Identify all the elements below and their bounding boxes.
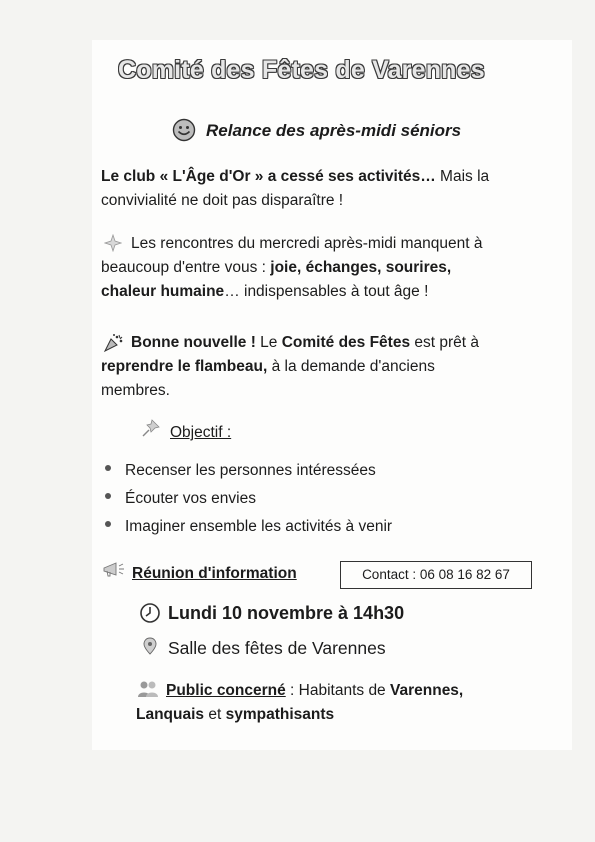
- public-bold1: Varennes,: [390, 682, 464, 699]
- public-sep: : Habitants de: [285, 682, 390, 699]
- meetings-line2-bold: joie, échanges, sourires,: [270, 259, 452, 276]
- objectif-label: Objectif :: [170, 424, 232, 441]
- pushpin-icon: [141, 418, 161, 438]
- meetings-line2-prefix: beaucoup d'entre vous :: [101, 259, 271, 276]
- intro-rest: Mais la: [435, 168, 490, 185]
- bullet-item-1: Recenser les personnes intéressées: [125, 462, 376, 479]
- news-line3: membres.: [101, 382, 170, 399]
- meetings-paragraph: [101, 232, 483, 304]
- public-paragraph: [136, 679, 463, 727]
- news-paragraph: [101, 331, 479, 403]
- bullet-item-2: Écouter vos envies: [125, 490, 256, 507]
- news-bold1: Bonne nouvelle !: [131, 334, 256, 351]
- page-title: Comité des Fêtes de Varennes: [118, 56, 485, 84]
- news-end2: à la demande d'anciens: [267, 358, 435, 375]
- bullet-dot-2: [105, 493, 111, 499]
- news-end1: est prêt à: [410, 334, 480, 351]
- subtitle: Relance des après-midi séniors: [206, 121, 462, 140]
- bullet-dot-3: [105, 521, 111, 527]
- meeting-date: Lundi 10 novembre à 14h30: [168, 603, 405, 623]
- public-line2-mid: et: [204, 706, 226, 723]
- clock-icon: [139, 602, 161, 624]
- meetings-line3-rest: … indispensables à tout âge !: [224, 283, 429, 300]
- intro-line2: convivialité ne doit pas disparaître !: [101, 192, 344, 209]
- intro-paragraph: [101, 165, 489, 213]
- bullet-item-3: Imaginer ensemble les activités à venir: [125, 518, 393, 535]
- public-line2-bold2: sympathisants: [225, 706, 335, 723]
- intro-bold: Le club « L'Âge d'Or » a cessé ses activités…: [101, 168, 436, 185]
- news-mid1: Le: [255, 334, 282, 351]
- public-label: Public concerné: [166, 682, 286, 699]
- meeting-place: Salle des fêtes de Varennes: [168, 638, 386, 658]
- contact-box: Contact : 06 08 16 82 67: [340, 561, 532, 589]
- news-bold3: reprendre le flambeau,: [101, 358, 268, 375]
- meetings-line1: Les rencontres du mercredi après-midi manquent à: [131, 235, 483, 252]
- smiling-face-icon: [172, 118, 196, 142]
- reunion-label: Réunion d'information: [132, 565, 297, 582]
- location-pin-icon: [143, 637, 157, 655]
- megaphone-icon: [102, 560, 126, 578]
- public-line2-bold: Lanquais: [136, 706, 205, 723]
- meetings-line3-bold: chaleur humaine: [101, 283, 225, 300]
- bullet-dot-1: [105, 465, 111, 471]
- news-bold2: Comité des Fêtes: [281, 334, 411, 351]
